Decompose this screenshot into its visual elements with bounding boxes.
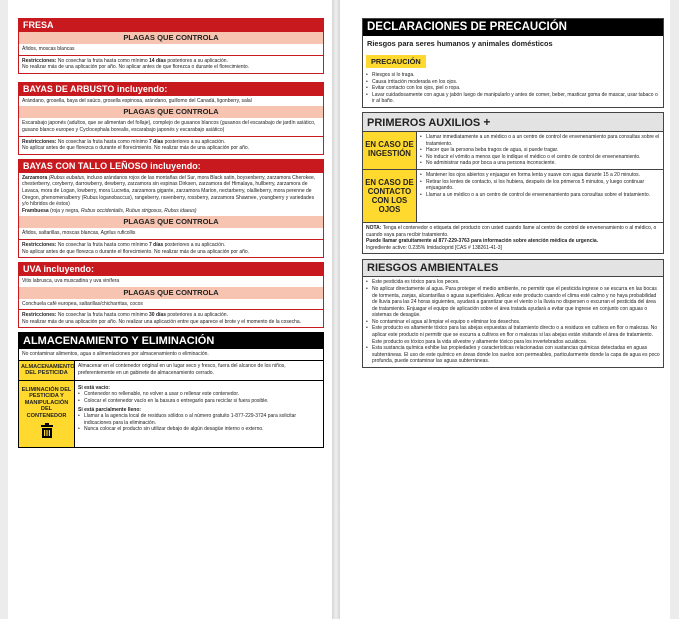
disposal-label: ELIMINACIÓN DEL PESTICIDA Y MANIPULACIÓN DEL CONTENEDOR (21, 386, 72, 419)
ambientales-list: • Este pesticida es tóxico para los peces. • No aplicar directamente al agua. Para proteger el medio ambiente, no permitir que el pesticida ingrese o se escurra en las bocas de tormenta, zanjas, alcantarillas o aguas superficiales. Aplicar este producto cuando el clima esté calmo y no haya probabilidad de lluvia para las 24 horas siguientes, ayudará a garantizar que el viento o la lluvia no dispersen o escurran el pesticida del área de tratamiento. Enjuagar el equipo de aplicación sobre el área tratada ayudará a evitar que ingrese en conjunto con aguas o sistemas de desagüe. • No contaminar el agua al limpiar el equipo o eliminar los desechos. • Este producto es altamente tóxico para las abejas expuestas al tratamiento directo o a residuos en cultivos en flor o malezas. No aplicar este producto ni permitir que se escurra a cultivos en flor o malezas si las abejas están visitando el área de tratamiento. Este producto es tóxico para la vida silvestre y altamente tóxico para los invertebrados acuáticos. • Esta sustancia química exhibe las propiedades y características relacionadas con sustancias químicas detectadas en aguas subterráneas. El uso de este químico en áreas donde los suelos son permeables, particularmente donde la capa de agua es poco profunda, puede contaminar las aguas subterráneas. (363, 276, 663, 367)
ingestion-row (363, 131, 663, 169)
storage-text: Almacenar en el contenedor original en un lugar seco y fresco, fuera del alcance de los niños, preferentemente en un gabinete de almacenamiento cerrado. (78, 363, 286, 376)
auxilios-note: NOTA: Tenga el contenedor o etiqueta del producto con usted cuando llame al centro de control de envenenamiento o al médico, o cuando vaya para recibir tratamiento. Puede llamar gratuitamente al 877-229-3763 para información sobre atención médica de urgencia. Ingrediente activo: 0.235% Imidacloprid [CAS # 138261-41-3] (363, 222, 663, 253)
trash-bin-icon (21, 423, 72, 441)
uva-crops: Vitis labrusca, uva muscadina y uva vinífera (22, 278, 120, 285)
precaucion-subtitle: Riesgos para seres humanos y animales domésticos (367, 39, 553, 48)
fresa-header: FRESA (19, 19, 323, 32)
uva-header: UVA incluyendo: (19, 263, 323, 276)
almacenamiento-section (18, 332, 324, 448)
auxilios-section (362, 112, 664, 254)
almacenamiento-intro: No contaminar alimentos, agua o alimentaciones por almacenamiento o eliminación. (22, 351, 209, 358)
eyes-label: EN CASO DE CONTACTO CON LOS OJOS (363, 170, 417, 222)
ingestion-list: • Llamar inmediatamente a un médico o a un centro de control de envenenamiento para consultas sobre el tratamiento. • Hacer que la persona beba tragos de agua, si puede tragar. • No inducir el vómito a menos que lo indique el médico o el centro de control de envenenamiento. • No administrar nada por boca a una persona inconsciente. (417, 132, 663, 169)
page-fold (332, 0, 340, 619)
almacenamiento-header: ALMACENAMIENTO Y ELIMINACIÓN (19, 333, 323, 349)
ambientales-header: RIESGOS AMBIENTALES (363, 260, 663, 276)
arbusto-restrictions: Restricciones: No cosechar la fruta hasta como mínimo 7 días posteriores a su aplicación. No aplicar antes de que florezca o durante el florecimiento. No realizar más de una aplicación por año. (19, 136, 323, 154)
arbusto-pests: Escarabajo japonés (adultos, que se alimentan del follaje), complejo de gusanos blancos (gusanos del escarabajo de jardín asiático, gusano blanco europeo y Cyclocephala borealis, escarabajo japonés y escarabajo asiático) (22, 120, 316, 133)
arbusto-crops: Arándano, grosella, baya del saúco, grosella espinosa, arándano, guillomo del Canadá, ligonberry, salal (22, 97, 252, 104)
uva-section (18, 262, 324, 328)
storage-label: ALMACENAMIENTO DEL PESTICIDA (19, 361, 75, 380)
ambientales-section (362, 259, 664, 368)
fresa-restrictions: Restricciones: No cosechar la fruta hasta como mínimo 14 días posteriores a su aplicación. No realizar más de una aplicación por año. No aplicar antes de que florezca o durante el florecimiento. (19, 55, 323, 73)
fresa-pests: Áfidos, moscas blancas (22, 46, 75, 52)
tallo-crops: Zarzamora (Rubus eubatus, incluso arándanos rojos de las montañas del Sur, mora Black satin, boysenberry, zarzamora Cherokee, chesterberry, coryberry, darrowberry, dewberry, zarzamora sin espinas Dirksen, zarzamora del Himalaya, hullberry, zarzamora de Lavaca, mora de Logan, lowberry, mora Lucretia, zarzamora gigante, zarzamora Marion, nectarberry, olallieberry, mora perenne de Oregon, phenomenalberry (Rubus loganobaccus), rangeberry, ravenberry, rossberry, zarzamora Shawnee, youngberry y variedades y/o híbridos de éstos) Frambuesa (roja y negra, Rubus occidentalis, Rubus strigosus, Rubus idaeus) (22, 174, 316, 214)
tallo-restrictions: Restricciones: No cosechar la fruta hasta como mínimo 7 días posteriores a su aplicación. No aplicar antes de que florezca o durante el florecimiento. No realizar más de una aplicación por año. (19, 239, 323, 257)
disposal-text: Si está vacío: • Contenedor no rellenable, no volver a usar o rellenar este contenedor. • Colocar el contenedor vacío en la basura o entregarlo para reciclar si fuera posible. Si está parcialmente lleno: • Llamar a la agencia local de residuos sólidos o al número gratuito 1-877-229-3724 para solicitar indicaciones para la eliminación. • Nunca colocar el producto sin utilizar debajo de algún desagüe interno o externo. (75, 381, 323, 447)
tallo-section (18, 159, 324, 258)
right-label-page (340, 0, 670, 619)
storage-row (19, 360, 323, 380)
auxilios-header: PRIMEROS AUXILIOS + (363, 113, 663, 131)
arbusto-header: BAYAS DE ARBUSTO incluyendo: (19, 83, 323, 96)
tallo-header: BAYAS CON TALLO LEÑOSO incluyendo: (19, 160, 323, 173)
ingestion-label: EN CASO DE INGESTIÓN (363, 132, 417, 169)
fresa-section (18, 18, 324, 74)
precaucion-label: PRECAUCIÓN (366, 55, 426, 68)
precaucion-section (362, 18, 664, 108)
fresa-pests-bar: PLAGAS QUE CONTROLA (19, 32, 323, 44)
uva-restrictions: Restricciones: No cosechar la fruta hasta como mínimo 30 días posteriores a su aplicación. No realizar más de una aplicación por año. No realizar una aplicación entre que aparece el brote y el momento de la cosecha. (19, 309, 323, 327)
eyes-row (363, 169, 663, 222)
uva-pests-bar: PLAGAS QUE CONTROLA (19, 287, 323, 299)
disposal-row (19, 380, 323, 447)
right-content (362, 18, 664, 368)
arbusto-pests-bar: PLAGAS QUE CONTROLA (19, 106, 323, 118)
disposal-label-cell (19, 381, 75, 447)
eyes-list: • Mantener los ojos abiertos y enjuagar en forma lenta y suave con agua durante 15 a 20 minutos. • Retirar los lentes de contacto, si los hubiera, después de los primeros 5 minutos, y luego continuar enjuagando. • Llamar a un médico o a un centro de control de envenenamiento para consultas sobre el tratamiento. (417, 170, 663, 222)
arbusto-section (18, 82, 324, 155)
left-content (18, 18, 324, 448)
tallo-pests: Áfidos, saltarillas, moscas blancas, Agrilus ruficollis (22, 230, 136, 237)
uva-pests: Conchuela café europea, saltarillas/chicharritas, cocos (22, 300, 143, 307)
precaucion-header: DECLARACIONES DE PRECAUCIÓN (363, 19, 663, 36)
plus-icon: + (483, 114, 491, 129)
precaucion-list: • Riesgos si lo traga. • Causa irritación moderada en los ojos. • Evitar contacto con los ojos, piel o ropa. • Lavar cuidadosamente con agua y jabón luego de manipularlo y antes de comer, beber, masticar goma de mascar, usar tabaco o ir al baño. (363, 69, 663, 107)
tallo-pests-bar: PLAGAS QUE CONTROLA (19, 216, 323, 228)
left-label-page (8, 0, 332, 619)
